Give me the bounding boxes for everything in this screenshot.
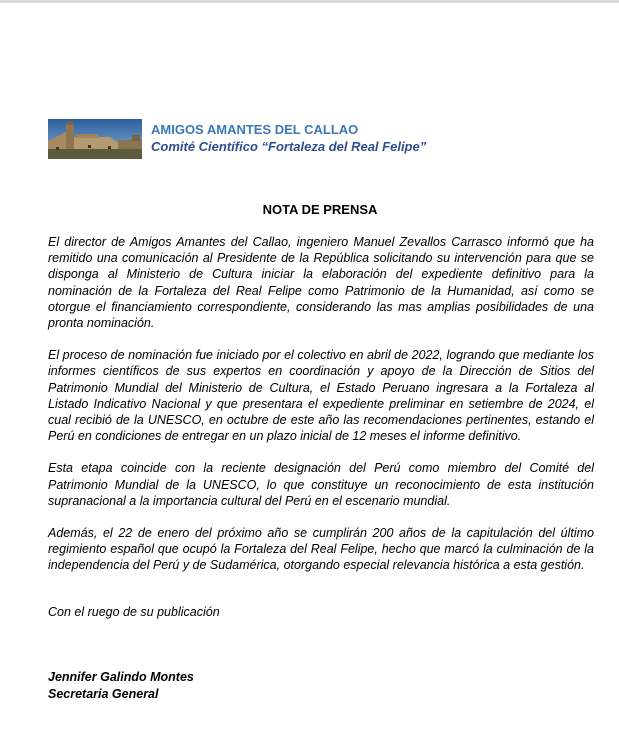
signatory-role: Secretaria General <box>48 686 159 701</box>
top-rule <box>0 0 619 3</box>
paragraph-director-request: El director de Amigos Amantes del Callao, ingeniero Manuel Zevallos Carrasco informó que ha remitido una comunicación al Presidente de la República solicitando su intervención para que se disponga al Ministerio de Cultura iniciar la elaboración del expediente definitivo para la nominación de la Fortaleza del Real Felipe como Patrimonio de la Humanidad, así como se otorgue el financiamiento correspondiente, considerando las mas amplias posibilidades de una pronta nominación. <box>48 235 594 331</box>
closing-line: Con el ruego de su publicación <box>48 605 220 619</box>
paragraph-anniversary: Además, el 22 de enero del próximo año se cumplirán 200 años de la capitulación del último regimiento español que ocupó la Fortaleza del Real Felipe, hecho que marcó la culminación de la independencia del Perú y de Sudamérica, otorgando especial relevancia histórica a esta gestión. <box>48 526 594 573</box>
organization-name: AMIGOS AMANTES DEL CALLAO <box>151 122 359 137</box>
signature-block <box>48 669 194 702</box>
paragraph-nomination-process: El proceso de nominación fue iniciado por el colectivo en abril de 2022, logrando que mediante los informes científicos de sus expertos en coordinación y apoyo de la Dirección de Sitios del Patrimonio Mundial del Ministerio de Cultura, el Estado Peruano ingresara a la Fortaleza al Listado Indicativo Nacional y que presentara el expediente preliminar en setiembre de 2024, el cual recibió de la UNESCO, en octubre de este año las recomendaciones pertinentes, estando el Perú en condiciones de entregar en un plazo inicial de 12 meses el informe definitivo. <box>48 348 594 444</box>
press-release-body <box>48 234 594 590</box>
document-title: NOTA DE PRENSA <box>262 202 378 217</box>
signatory-name: Jennifer Galindo Montes <box>48 670 194 684</box>
letterhead <box>48 118 588 160</box>
fortress-logo <box>48 119 142 159</box>
committee-name: Comité Científico “Fortaleza del Real Felipe” <box>151 139 427 154</box>
paragraph-unesco-committee: Esta etapa coincide con la reciente designación del Perú como miembro del Comité del Patrimonio Mundial de la UNESCO, lo que constituye un reconocimiento de esta institución supranacional a la importancia cultural del Perú en el escenario mundial. <box>48 461 594 508</box>
